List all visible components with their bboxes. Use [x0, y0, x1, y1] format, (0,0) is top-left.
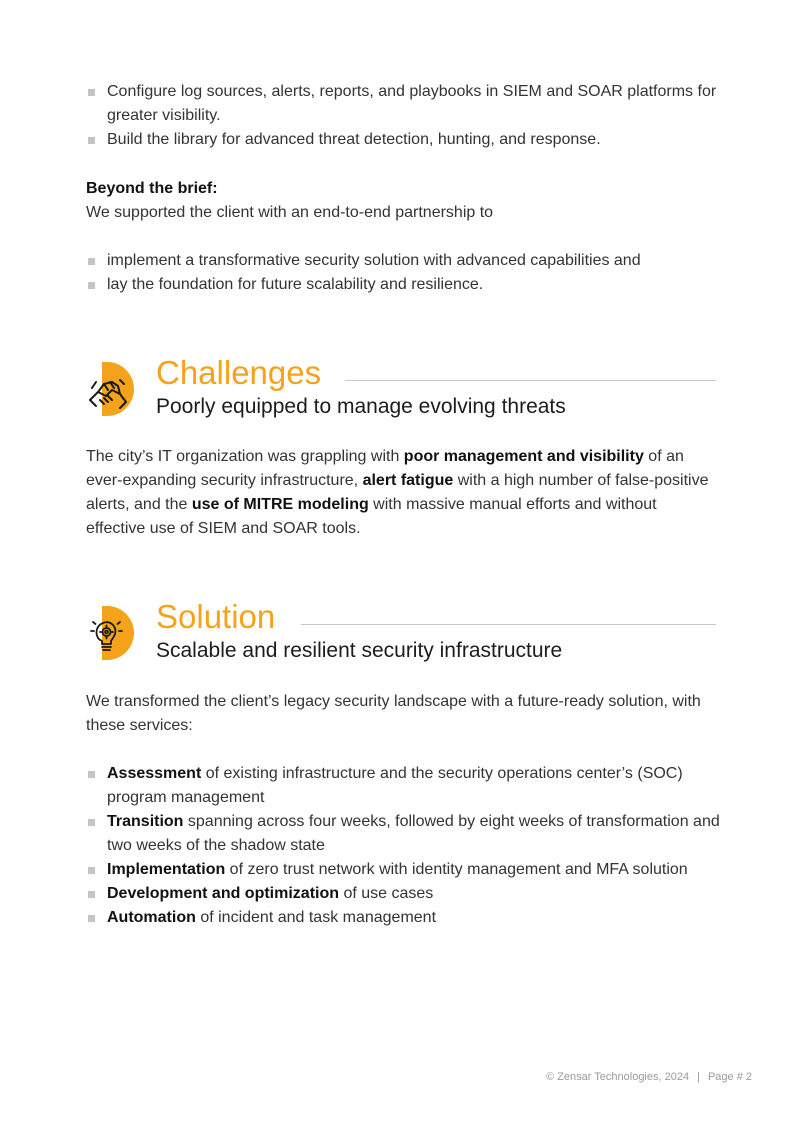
emphasis-text: alert fatigue: [362, 472, 454, 489]
bullet-square-icon: [88, 867, 95, 874]
solution-title: Solution: [156, 598, 276, 635]
solution-bullet-list: [86, 762, 726, 930]
section-divider: [301, 624, 716, 625]
paragraph-text: with massive manual efforts and without effective use of SIEM and SOAR tools.: [86, 496, 657, 537]
list-item-text: of incident and task management: [195, 909, 437, 926]
lightbulb-gear-icon: [86, 606, 136, 660]
challenges-subtitle: Poorly equipped to manage evolving threats: [156, 395, 566, 418]
list-item: [86, 80, 726, 128]
paragraph-text: The city’s IT organization was grappling with: [86, 448, 404, 465]
footer-page-number: Page # 2: [707, 1071, 752, 1083]
intro-bullet-list: [86, 80, 726, 152]
paragraph-text: of an ever-expanding security infrastructure,: [86, 448, 684, 489]
bullet-square-icon: [88, 915, 95, 922]
beyond-bullet-list: [86, 249, 726, 297]
emphasis-text: use of MITRE modeling: [191, 496, 369, 513]
list-item-bold: Implementation: [107, 861, 226, 878]
list-item-text: lay the foundation for future scalability and resilience.: [107, 276, 484, 293]
solution-section-header: [86, 598, 716, 674]
list-item: [86, 882, 726, 906]
emphasis-text: poor management and visibility: [403, 448, 644, 465]
list-item-text: spanning across four weeks, followed by eight weeks of transformation and two weeks of the shadow state: [107, 813, 720, 854]
handshake-grip-icon: [86, 362, 136, 416]
list-item-bold: Development and optimization: [107, 885, 340, 902]
list-item: [86, 249, 726, 273]
list-item-bold: Assessment: [107, 765, 202, 782]
bullet-square-icon: [88, 258, 95, 265]
challenges-section-header: [86, 354, 716, 430]
challenges-title: Challenges: [156, 354, 322, 391]
beyond-brief-text: We supported the client with an end-to-end partnership to: [86, 204, 494, 221]
list-item: [86, 762, 726, 810]
paragraph-text: with a high number of false-positive alerts, and the: [86, 472, 709, 513]
challenges-paragraph: [86, 445, 716, 541]
bullet-square-icon: [88, 771, 95, 778]
bullet-square-icon: [88, 282, 95, 289]
solution-intro: We transformed the client’s legacy security landscape with a future-ready solution, with these services:: [86, 693, 701, 734]
list-item: [86, 273, 726, 297]
list-item-bold: Transition: [107, 813, 184, 830]
list-item-text: Configure log sources, alerts, reports, and playbooks in SIEM and SOAR platforms for greater visibility.: [107, 83, 717, 124]
list-item-bold: Automation: [107, 909, 196, 926]
beyond-brief-heading: Beyond the brief:: [86, 180, 218, 197]
list-item-text: Build the library for advanced threat detection, hunting, and response.: [107, 131, 601, 148]
list-item-text: of zero trust network with identity management and MFA solution: [225, 861, 688, 878]
page-footer: [546, 1071, 752, 1083]
bullet-square-icon: [88, 891, 95, 898]
bullet-square-icon: [88, 819, 95, 826]
section-divider: [345, 380, 716, 381]
bullet-square-icon: [88, 137, 95, 144]
footer-separator: |: [697, 1071, 700, 1083]
list-item: [86, 810, 726, 858]
solution-subtitle: Scalable and resilient security infrastructure: [156, 639, 563, 662]
bullet-square-icon: [88, 89, 95, 96]
list-item: [86, 858, 726, 882]
footer-copyright: © Zensar Technologies, 2024: [546, 1071, 690, 1083]
list-item: [86, 906, 726, 930]
list-item-text: of existing infrastructure and the security operations center’s (SOC) program management: [107, 765, 683, 806]
list-item-text: implement a transformative security solution with advanced capabilities and: [107, 252, 641, 269]
list-item-text: of use cases: [339, 885, 434, 902]
list-item: [86, 128, 726, 152]
